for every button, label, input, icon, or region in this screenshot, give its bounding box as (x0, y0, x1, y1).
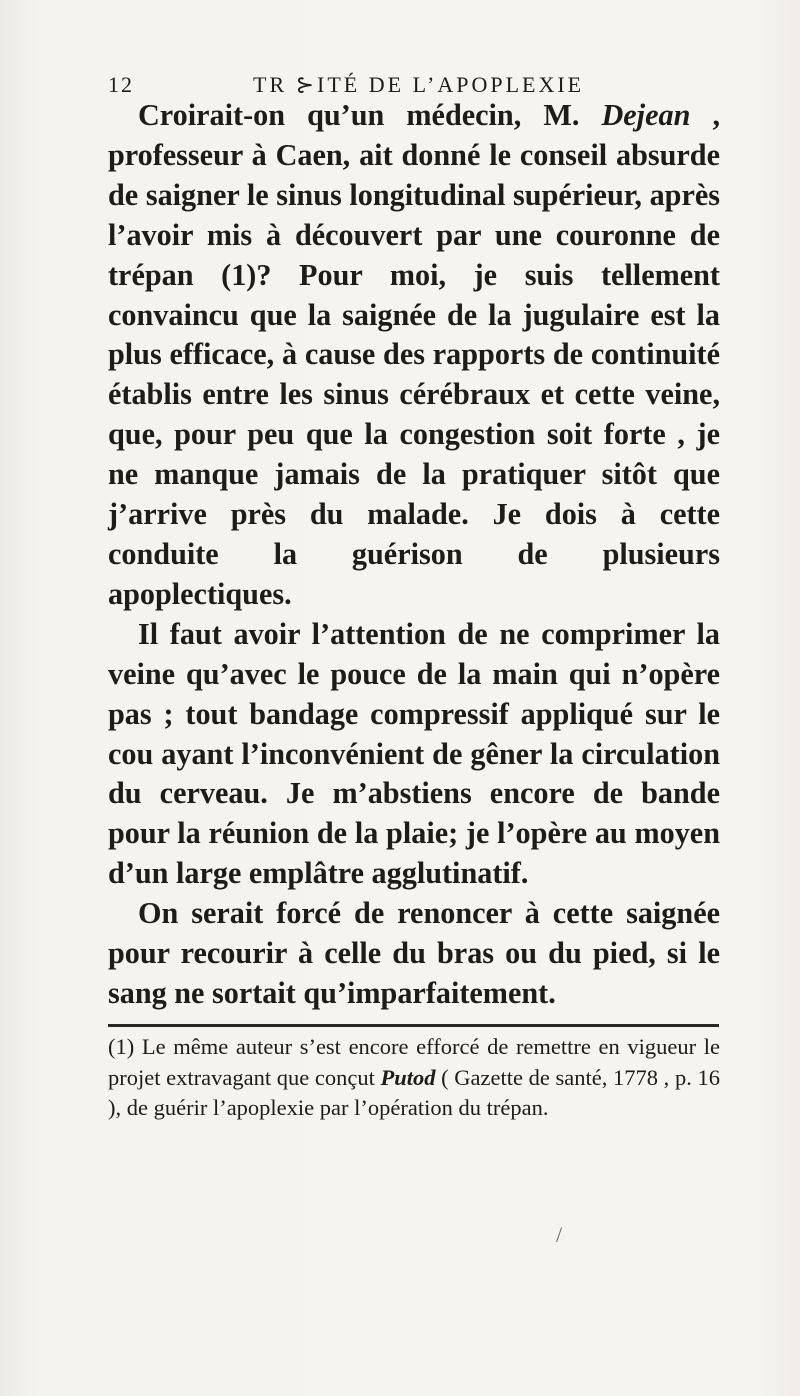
footnote-before: (1) Le même auteur s’est encore efforcé de remettre en vigueur le projet extravagant que conçut (108, 1034, 720, 1090)
paragraph-2: Il faut avoir l’attention de ne comprimer la veine qu’avec le pouce de la main qui n’opère pas ; tout bandage compressif appliqué sur le cou ayant l’inconvénient de gêner la circulation du cerveau. Je m’abstiens encore de bande pour la réunion de la plaie; je l’opère au moyen d’un large emplâtre agglutinatif. (108, 616, 720, 891)
main-text (108, 96, 720, 1014)
stray-mark: / (556, 1222, 563, 1247)
paragraph-3: On serait forcé de renoncer à cette saignée pour recourir à celle du bras ou du pied, si le sang ne sortait qu’imparfaitement. (108, 896, 720, 1010)
footnote-after: ( Gazette de santé, 1778 , p. 16 ), de guérir l’apoplexie par l’opération du trépan. (108, 1064, 720, 1120)
author-name-dejean: Dejean (601, 98, 691, 132)
footnote-name-putod: Putod (380, 1064, 436, 1090)
page-number: 12 (108, 72, 134, 97)
paragraph-1 (108, 96, 720, 615)
running-title: TR ⊱ITÉ DE L’APOPLEXIE (253, 72, 585, 97)
paragraph-1-before: Croirait-on qu’un médecin, M. (138, 98, 602, 132)
footnote (108, 1032, 720, 1124)
paragraph-1-after: , professeur à Caen, ait donné le conseil absurde de saigner le sinus longitudinal supérieur, après l’avoir mis à découvert par une couronne de trépan (1)? Pour moi, je suis tellement convaincu que la saignée de la jugulaire est la plus efficace, à cause des rapports de continuité établis entre les sinus cérébraux et cette veine, que, pour peu que la congestion soit forte , je ne manque jamais de la pratiquer sitôt que j’arrive près du malade. Je dois à cette conduite la guérison de plusieurs apoplectiques. (108, 98, 720, 611)
footnote-rule (108, 1024, 719, 1027)
